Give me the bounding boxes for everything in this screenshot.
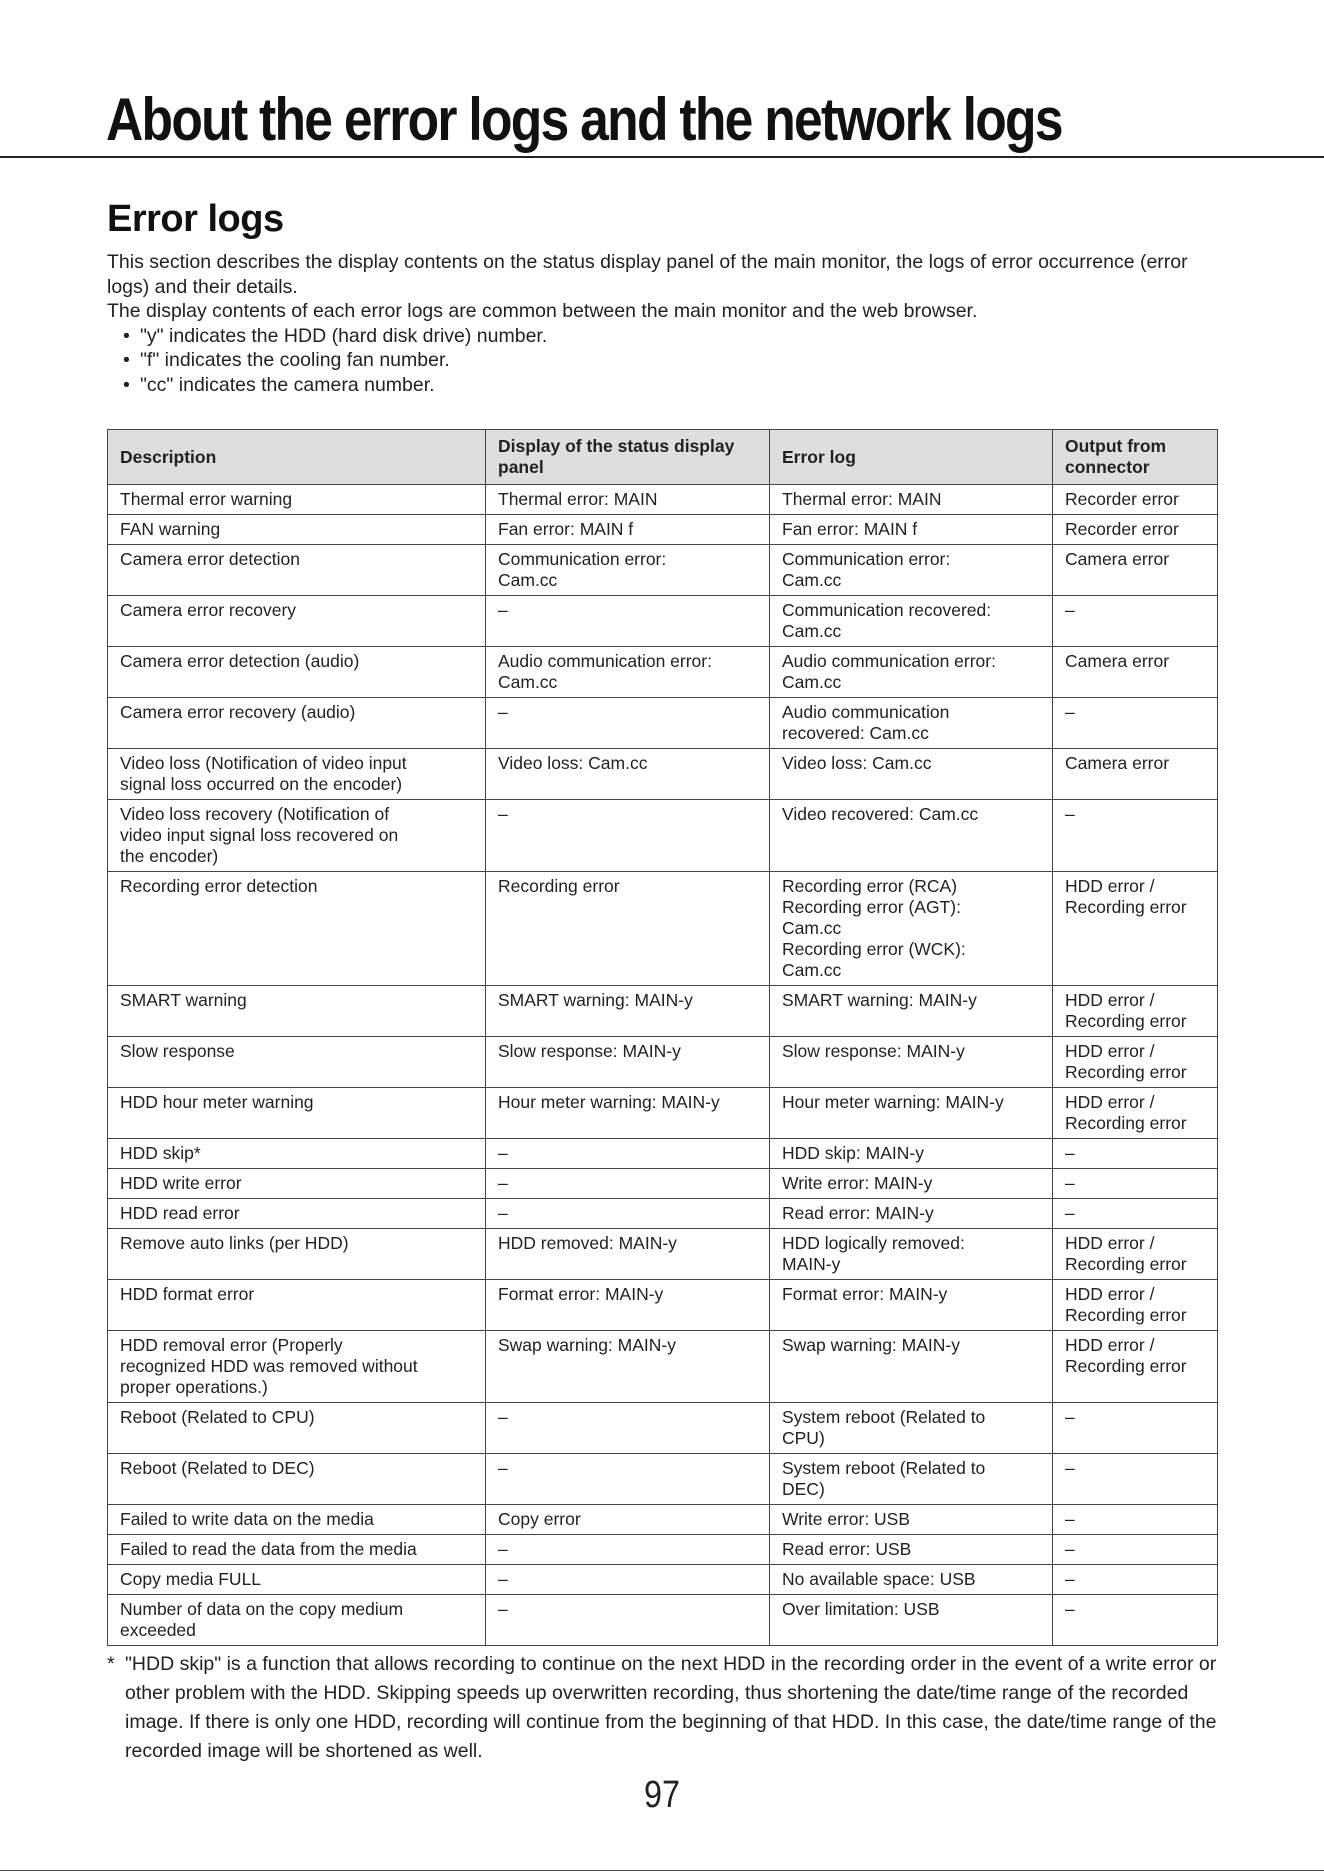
- cell-description: FAN warning: [108, 515, 486, 545]
- table-row: [108, 1403, 1218, 1454]
- cell-error-log: HDD skip: MAIN-y: [770, 1139, 1053, 1169]
- intro-paragraph: The display contents of each error logs are common between the main monitor and the web browser.: [107, 300, 978, 322]
- cell-connector-output: HDD error / Recording error: [1053, 1037, 1218, 1088]
- bullet-icon: •: [123, 349, 130, 371]
- footnote-marker: *: [107, 1653, 115, 1675]
- cell-connector-output: Camera error: [1053, 545, 1218, 596]
- cell-connector-output: –: [1053, 1565, 1218, 1595]
- title-divider: [0, 156, 1324, 158]
- cell-description: HDD write error: [108, 1169, 486, 1199]
- cell-status-display: Format error: MAIN-y: [486, 1280, 770, 1331]
- cell-connector-output: –: [1053, 698, 1218, 749]
- column-header-error-log: Error log: [770, 430, 1053, 485]
- cell-status-display: –: [486, 1403, 770, 1454]
- cell-status-display: –: [486, 800, 770, 872]
- intro-text: [107, 250, 1227, 397]
- cell-status-display: HDD removed: MAIN-y: [486, 1229, 770, 1280]
- bullet-icon: •: [123, 373, 130, 396]
- cell-status-display: –: [486, 596, 770, 647]
- table-row: [108, 1535, 1218, 1565]
- cell-status-display: –: [486, 1565, 770, 1595]
- cell-status-display: Communication error: Cam.cc: [486, 545, 770, 596]
- cell-status-display: –: [486, 698, 770, 749]
- table-row: [108, 1565, 1218, 1595]
- footnote-text: "HDD skip" is a function that allows recording to continue on the next HDD in the recording order in the event of a write error or other problem with the HDD. Skipping speeds up overwritten recording, thus shortening the date/time range of the recorded image. If there is only one HDD, recording will continue from the beginning of that HDD. In this case, the date/time range of the recorded image will be shortened as well.: [125, 1653, 1217, 1762]
- cell-status-display: –: [486, 1535, 770, 1565]
- cell-error-log: Slow response: MAIN-y: [770, 1037, 1053, 1088]
- error-log-table: [107, 429, 1218, 1646]
- section-heading: Error logs: [107, 198, 284, 240]
- cell-error-log: Over limitation: USB: [770, 1595, 1053, 1646]
- cell-error-log: Communication recovered: Cam.cc: [770, 596, 1053, 647]
- list-item-text: "cc" indicates the camera number.: [140, 373, 435, 396]
- cell-connector-output: HDD error / Recording error: [1053, 986, 1218, 1037]
- table-row: [108, 1280, 1218, 1331]
- table-row: [108, 698, 1218, 749]
- cell-status-display: –: [486, 1595, 770, 1646]
- cell-connector-output: HDD error / Recording error: [1053, 1229, 1218, 1280]
- column-header-connector-output: Output from connector: [1053, 430, 1218, 485]
- cell-connector-output: –: [1053, 596, 1218, 647]
- table-row: [108, 1088, 1218, 1139]
- cell-connector-output: –: [1053, 1139, 1218, 1169]
- cell-error-log: HDD logically removed: MAIN-y: [770, 1229, 1053, 1280]
- table-row: [108, 515, 1218, 545]
- page-number: 97: [644, 1774, 680, 1816]
- table-row: [108, 1595, 1218, 1646]
- column-header-description: Description: [108, 430, 486, 485]
- cell-connector-output: Camera error: [1053, 749, 1218, 800]
- page-title: About the error logs and the network logs: [106, 86, 1062, 153]
- cell-error-log: Audio communication recovered: Cam.cc: [770, 698, 1053, 749]
- cell-description: HDD removal error (Properly recognized HDD was removed without proper operations.): [108, 1331, 486, 1403]
- cell-description: Reboot (Related to CPU): [108, 1403, 486, 1454]
- cell-error-log: Audio communication error: Cam.cc: [770, 647, 1053, 698]
- cell-error-log: Video loss: Cam.cc: [770, 749, 1053, 800]
- cell-description: Copy media FULL: [108, 1565, 486, 1595]
- cell-connector-output: HDD error / Recording error: [1053, 1088, 1218, 1139]
- table-row: [108, 545, 1218, 596]
- table-row: [108, 1505, 1218, 1535]
- table-row: [108, 1139, 1218, 1169]
- list-item: [107, 324, 1227, 349]
- list-item-text: "y" indicates the HDD (hard disk drive) number.: [140, 324, 548, 347]
- intro-paragraph: This section describes the display contents on the status display panel of the main monitor, the logs of error occurrence (error logs) and their details.: [107, 251, 1188, 298]
- table-row: [108, 749, 1218, 800]
- table-row: [108, 647, 1218, 698]
- cell-connector-output: HDD error / Recording error: [1053, 872, 1218, 986]
- cell-status-display: Audio communication error: Cam.cc: [486, 647, 770, 698]
- cell-error-log: System reboot (Related to DEC): [770, 1454, 1053, 1505]
- cell-status-display: SMART warning: MAIN-y: [486, 986, 770, 1037]
- cell-error-log: Video recovered: Cam.cc: [770, 800, 1053, 872]
- cell-error-log: Swap warning: MAIN-y: [770, 1331, 1053, 1403]
- cell-error-log: System reboot (Related to CPU): [770, 1403, 1053, 1454]
- table-row: [108, 1454, 1218, 1505]
- cell-connector-output: –: [1053, 1169, 1218, 1199]
- cell-description: Number of data on the copy medium exceeded: [108, 1595, 486, 1646]
- cell-connector-output: Camera error: [1053, 647, 1218, 698]
- cell-description: SMART warning: [108, 986, 486, 1037]
- cell-error-log: Hour meter warning: MAIN-y: [770, 1088, 1053, 1139]
- cell-status-display: Copy error: [486, 1505, 770, 1535]
- cell-description: HDD format error: [108, 1280, 486, 1331]
- cell-connector-output: HDD error / Recording error: [1053, 1280, 1218, 1331]
- cell-description: Camera error recovery (audio): [108, 698, 486, 749]
- cell-description: Failed to write data on the media: [108, 1505, 486, 1535]
- bullet-icon: •: [123, 324, 130, 347]
- cell-connector-output: –: [1053, 1505, 1218, 1535]
- list-item: [107, 348, 1227, 373]
- cell-description: Remove auto links (per HDD): [108, 1229, 486, 1280]
- column-header-status-display: Display of the status display panel: [486, 430, 770, 485]
- table-row: [108, 800, 1218, 872]
- cell-connector-output: –: [1053, 1535, 1218, 1565]
- cell-error-log: Communication error: Cam.cc: [770, 545, 1053, 596]
- table-row: [108, 1229, 1218, 1280]
- cell-status-display: –: [486, 1199, 770, 1229]
- cell-status-display: Hour meter warning: MAIN-y: [486, 1088, 770, 1139]
- cell-error-log: Write error: USB: [770, 1505, 1053, 1535]
- cell-error-log: Format error: MAIN-y: [770, 1280, 1053, 1331]
- cell-description: Video loss (Notification of video input signal loss occurred on the encoder): [108, 749, 486, 800]
- cell-error-log: Thermal error: MAIN: [770, 485, 1053, 515]
- cell-description: HDD skip*: [108, 1139, 486, 1169]
- cell-error-log: SMART warning: MAIN-y: [770, 986, 1053, 1037]
- table-row: [108, 986, 1218, 1037]
- cell-status-display: Thermal error: MAIN: [486, 485, 770, 515]
- cell-status-display: Swap warning: MAIN-y: [486, 1331, 770, 1403]
- cell-description: Thermal error warning: [108, 485, 486, 515]
- cell-description: Camera error detection (audio): [108, 647, 486, 698]
- cell-status-display: –: [486, 1169, 770, 1199]
- cell-connector-output: Recorder error: [1053, 485, 1218, 515]
- table-row: [108, 1037, 1218, 1088]
- cell-error-log: Write error: MAIN-y: [770, 1169, 1053, 1199]
- cell-description: Failed to read the data from the media: [108, 1535, 486, 1565]
- cell-description: Slow response: [108, 1037, 486, 1088]
- cell-error-log: No available space: USB: [770, 1565, 1053, 1595]
- bullet-list: [107, 324, 1227, 398]
- cell-connector-output: –: [1053, 1595, 1218, 1646]
- bottom-divider: [0, 1870, 1324, 1871]
- cell-connector-output: HDD error / Recording error: [1053, 1331, 1218, 1403]
- cell-description: Camera error detection: [108, 545, 486, 596]
- cell-status-display: Fan error: MAIN f: [486, 515, 770, 545]
- table-row: [108, 596, 1218, 647]
- cell-error-log: Read error: USB: [770, 1535, 1053, 1565]
- cell-description: HDD read error: [108, 1199, 486, 1229]
- cell-connector-output: –: [1053, 1199, 1218, 1229]
- cell-status-display: Video loss: Cam.cc: [486, 749, 770, 800]
- table-row: [108, 872, 1218, 986]
- footnote: [107, 1650, 1227, 1766]
- table-row: [108, 1199, 1218, 1229]
- table-row: [108, 1169, 1218, 1199]
- cell-connector-output: –: [1053, 800, 1218, 872]
- table-row: [108, 485, 1218, 515]
- table-row: [108, 1331, 1218, 1403]
- cell-error-log: Fan error: MAIN f: [770, 515, 1053, 545]
- cell-status-display: –: [486, 1454, 770, 1505]
- cell-error-log: Recording error (RCA) Recording error (AGT): Cam.cc Recording error (WCK): Cam.cc: [770, 872, 1053, 986]
- cell-connector-output: –: [1053, 1403, 1218, 1454]
- cell-description: Reboot (Related to DEC): [108, 1454, 486, 1505]
- cell-status-display: Slow response: MAIN-y: [486, 1037, 770, 1088]
- cell-description: HDD hour meter warning: [108, 1088, 486, 1139]
- cell-status-display: Recording error: [486, 872, 770, 986]
- cell-description: Recording error detection: [108, 872, 486, 986]
- cell-status-display: –: [486, 1139, 770, 1169]
- cell-description: Camera error recovery: [108, 596, 486, 647]
- cell-connector-output: Recorder error: [1053, 515, 1218, 545]
- cell-description: Video loss recovery (Notification of video input signal loss recovered on the encoder): [108, 800, 486, 872]
- list-item: [107, 373, 1227, 398]
- table-header-row: [108, 430, 1218, 485]
- cell-error-log: Read error: MAIN-y: [770, 1199, 1053, 1229]
- cell-connector-output: –: [1053, 1454, 1218, 1505]
- list-item-text: "f" indicates the cooling fan number.: [140, 349, 450, 371]
